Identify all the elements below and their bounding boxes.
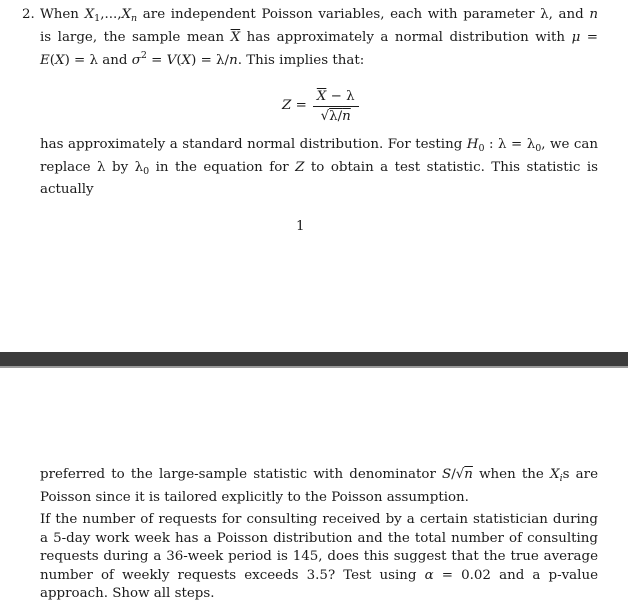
problem-paragraph: If the number of requests for consulting received by a certain statistician during a 5-day work week has a Poisson distribution and the total number of consulting requests during a 36-week period is 145, does this suggest that the true average number of weekly requests exceeds 3.5? Test using α = 0.02 and a p-value approach. Show all steps. bbox=[40, 512, 598, 601]
page-separator bbox=[0, 352, 628, 368]
z-formula bbox=[282, 86, 359, 126]
z-numerator: $\overline{X} - \lambda$ bbox=[313, 88, 359, 107]
continuation-paragraph: preferred to the large-sample statistic with denominator S/√n when the $X_is$ are Poisson since it is tailored explicitly to the Poisson assumption. bbox=[40, 467, 598, 505]
z-symbol: Z = bbox=[282, 97, 307, 113]
z-fraction bbox=[313, 88, 359, 125]
page-number: 1 bbox=[296, 219, 305, 234]
test-statistic-paragraph: has approximately a standard normal distribution. For testing $H_0$ : $\lambda = \lambda_0$, we can replace λ by $\lambda_0$ in the equation for Z to obtain a test statistic. This statistic is actually bbox=[40, 137, 599, 197]
intro-paragraph: When $X_1,...,X_n$ are independent Poisson variables, each with parameter λ, and n is large, the sample mean $\overline{X}$ has approximately a normal distribution with μ = E(X) = λ and $\sigma^2 = V(X) = \lambda/n$. This implies that: bbox=[40, 7, 598, 68]
z-denominator: √λ/n bbox=[320, 108, 351, 124]
question-number: 2. bbox=[22, 7, 35, 22]
